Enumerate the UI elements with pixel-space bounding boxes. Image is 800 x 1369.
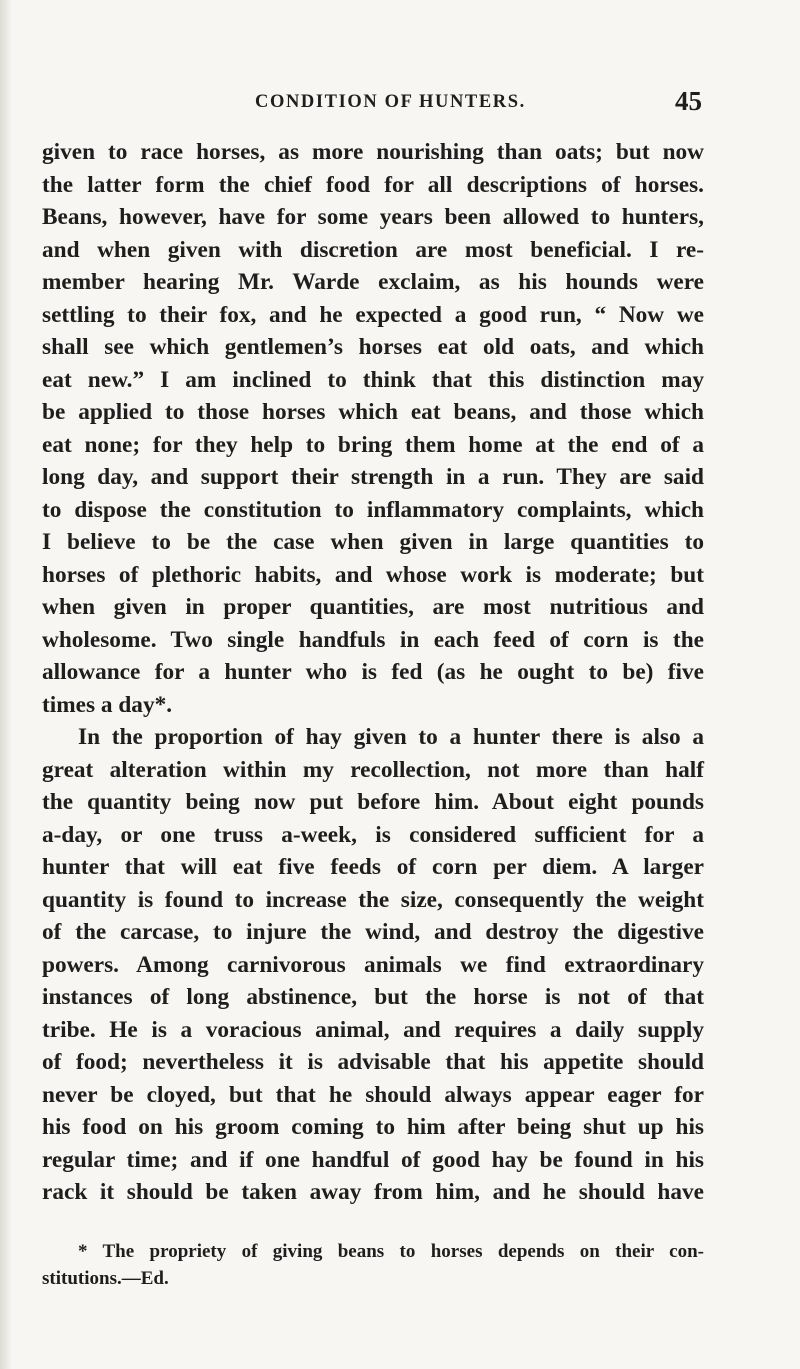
running-head-title: CONDITION OF HUNTERS. <box>255 92 526 112</box>
body-line: eat none; for they help to bring them home at the end of a <box>42 431 704 458</box>
body-line: powers. Among carnivorous animals we find extraordinary <box>42 951 704 978</box>
footnote-line: stitutions.—Ed. <box>42 1268 169 1289</box>
body-line: hunter that will eat five feeds of corn per diem. A larger <box>42 854 704 880</box>
body-line: quantity is found to increase the size, consequently the weight <box>42 886 704 913</box>
body-line: wholesome. Two single handfuls in each feed of corn is the <box>42 626 704 653</box>
body-line: the latter form the chief food for all descriptions of horses. <box>42 171 704 198</box>
body-line: eat new.” I am inclined to think that this distinction may <box>42 366 704 393</box>
body-line: I believe to be the case when given in large quantities to <box>42 529 704 555</box>
body-line: shall see which gentlemen’s horses eat old oats, and which <box>42 334 704 360</box>
body-line: when given in proper quantities, are most nutritious and <box>42 594 704 620</box>
paragraph-end-line: times a day*. <box>42 691 173 718</box>
body-line: Beans, however, have for some years been allowed to hunters, <box>42 204 704 230</box>
body-line: allowance for a hunter who is fed (as he ought to be) five <box>42 659 704 685</box>
body-line: and when given with discretion are most beneficial. I re- <box>42 236 704 263</box>
body-line: a-day, or one truss a-week, is considered sufficient for a <box>42 821 704 848</box>
body-line: never be cloyed, but that he should always appear eager for <box>42 1081 704 1108</box>
body-line: great alteration within my recollection, not more than half <box>42 756 704 783</box>
body-line: settling to their fox, and he expected a good run, “ Now we <box>42 301 704 328</box>
body-line: given to race horses, as more nourishing than oats; but now <box>42 139 704 165</box>
body-line: be applied to those horses which eat beans, and those which <box>42 399 704 425</box>
body-text <box>42 136 704 1209</box>
body-line: member hearing Mr. Warde exclaim, as his hounds were <box>42 269 704 295</box>
body-line: regular time; and if one handful of good hay be found in his <box>42 1146 704 1173</box>
running-head <box>40 86 702 126</box>
body-line: instances of long abstinence, but the horse is not of that <box>42 984 704 1010</box>
body-line: to dispose the constitution to inflammatory complaints, which <box>42 496 704 523</box>
page-edge-shadow <box>0 0 12 1369</box>
body-line: rack it should be taken away from him, and he should have <box>42 1179 704 1205</box>
body-line: horses of plethoric habits, and whose work is moderate; but <box>42 561 704 588</box>
footnote <box>42 1238 704 1292</box>
page-number: 45 <box>675 86 702 116</box>
body-line: his food on his groom coming to him after being shut up his <box>42 1114 704 1140</box>
paragraph-start-line: In the proportion of hay given to a hunter there is also a <box>78 724 704 750</box>
body-line: of food; nevertheless it is advisable that his appetite should <box>42 1049 704 1075</box>
body-line: tribe. He is a voracious animal, and requires a daily supply <box>42 1016 704 1043</box>
body-line: long day, and support their strength in a run. They are said <box>42 464 704 490</box>
body-line: the quantity being now put before him. About eight pounds <box>42 789 704 815</box>
footnote-line: * The propriety of giving beans to horses depends on their con- <box>78 1241 704 1262</box>
body-line: of the carcase, to injure the wind, and destroy the digestive <box>42 919 704 945</box>
